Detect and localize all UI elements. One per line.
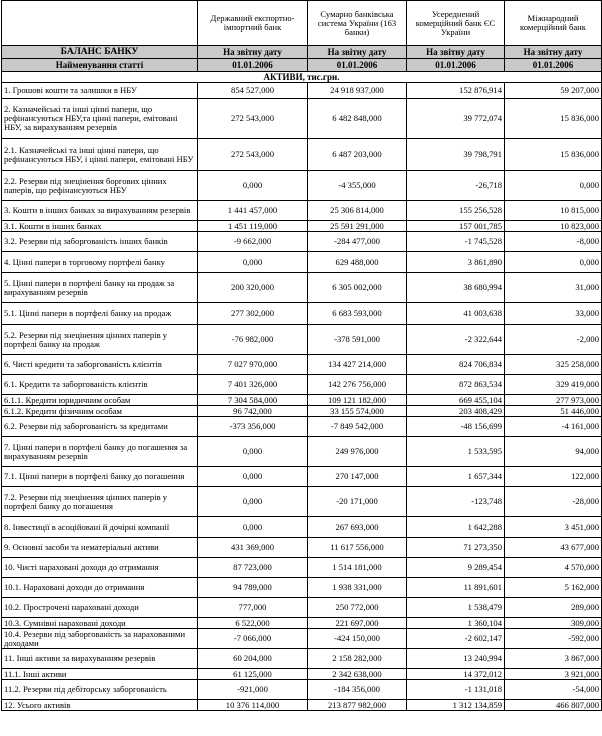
table-row [2, 417, 602, 437]
value-cell: 94 789,000 [198, 578, 308, 598]
row-label: 3. Кошти в інших банках за вирахуванням резервів [2, 201, 198, 221]
value-cell: -2 602,147 [407, 629, 505, 649]
value-cell: 11 891,601 [407, 578, 505, 598]
value-cell: 1 360,104 [407, 618, 505, 629]
report-date: 01.01.2006 [407, 59, 505, 72]
value-cell: 39 772,074 [407, 99, 505, 139]
value-cell: 96 742,000 [198, 406, 308, 417]
value-cell: -8,000 [505, 232, 602, 252]
row-label: 11.2. Резерви під дебіторську заборгованість [2, 680, 198, 700]
value-cell: 3 861,890 [407, 252, 505, 273]
table-row [2, 558, 602, 578]
value-cell: -592,000 [505, 629, 602, 649]
value-cell: 325 258,000 [505, 355, 602, 375]
report-date: 01.01.2006 [308, 59, 407, 72]
value-cell: 289,000 [505, 598, 602, 618]
row-label: 10. Чисті нараховані доходи до отримання [2, 558, 198, 578]
item-name-label: Найменування статті [2, 59, 198, 72]
value-cell: 25 306 814,000 [308, 201, 407, 221]
table-row [2, 171, 602, 201]
row-label: 2. Казначейські та інші цінні папери, що рефінансуються НБУ,та цінні папери, емітовані НБУ, за вирахуванням резервів [2, 99, 198, 139]
table-row [2, 487, 602, 517]
value-cell: 1 657,344 [407, 467, 505, 487]
value-cell: 6 683 593,000 [308, 303, 407, 325]
report-date-label: На звітну дату [505, 46, 602, 59]
row-label: 3.1. Кошти в інших банках [2, 221, 198, 232]
value-cell: 6 482 848,000 [308, 99, 407, 139]
value-cell: 1 533,595 [407, 437, 505, 467]
table-row [2, 355, 602, 375]
value-cell: -7 849 542,000 [308, 417, 407, 437]
value-cell: 7 304 584,000 [198, 395, 308, 406]
table-row [2, 467, 602, 487]
value-cell: -424 150,000 [308, 629, 407, 649]
value-cell: 87 723,000 [198, 558, 308, 578]
column-header-row [2, 1, 602, 46]
row-label: 5.1. Цінні папери в портфелі банку на продаж [2, 303, 198, 325]
value-cell: 33 155 574,000 [308, 406, 407, 417]
value-cell: 7 401 326,000 [198, 375, 308, 395]
value-cell: 33,000 [505, 303, 602, 325]
value-cell: 0,000 [198, 171, 308, 201]
row-label: 6.2. Резерви під заборгованість за кредитами [2, 417, 198, 437]
value-cell: 41 003,638 [407, 303, 505, 325]
section-title: АКТИВИ, тис.грн. [2, 72, 602, 83]
value-cell: 6 522,000 [198, 618, 308, 629]
table-row [2, 437, 602, 467]
row-label: 10.3. Сумнівні нараховані доходи [2, 618, 198, 629]
value-cell: 1 312 134,859 [407, 700, 505, 711]
row-label: 7.2. Резерви під знецінення цінних паперів у портфелі банку до погашення [2, 487, 198, 517]
row-label: 11.1. Інші активи [2, 669, 198, 680]
row-label: 4. Цінні папери в торговому портфелі банку [2, 252, 198, 273]
value-cell: 94,000 [505, 437, 602, 467]
value-cell: 0,000 [198, 487, 308, 517]
report-date: 01.01.2006 [198, 59, 308, 72]
row-label: 6.1.1. Кредити юридичним особам [2, 395, 198, 406]
table-row [2, 139, 602, 171]
value-cell: 10 376 114,000 [198, 700, 308, 711]
row-label: 5.2. Резерви під знецінення цінних паперів у портфелі банку на продаж [2, 325, 198, 355]
row-label: 10.1. Нараховані доходи до отримання [2, 578, 198, 598]
column-header-average-bank: Усереднений комерційний банк ЄС України [407, 1, 505, 46]
value-cell: 1 451 119,000 [198, 221, 308, 232]
value-cell: 6 305 002,000 [308, 273, 407, 303]
value-cell: -48 156,699 [407, 417, 505, 437]
table-row [2, 99, 602, 139]
value-cell: 277 302,000 [198, 303, 308, 325]
value-cell: 10 823,000 [505, 221, 602, 232]
section-row [2, 72, 602, 83]
row-label: 2.2. Резерви під знецінення боргових цінних паперів, що рефінансуються НБУ [2, 171, 198, 201]
table-row [2, 325, 602, 355]
value-cell: 60 204,000 [198, 649, 308, 669]
value-cell: 329 419,000 [505, 375, 602, 395]
table-row [2, 618, 602, 629]
value-cell: -2 322,644 [407, 325, 505, 355]
value-cell: 1 514 181,000 [308, 558, 407, 578]
title-row [2, 46, 602, 59]
table-row [2, 395, 602, 406]
table-row [2, 538, 602, 558]
table-row [2, 598, 602, 618]
row-label: 11. Інші активи за вирахуванням резервів [2, 649, 198, 669]
value-cell: 3 867,000 [505, 649, 602, 669]
table-row [2, 629, 602, 649]
value-cell: 0,000 [198, 467, 308, 487]
row-label: 3.2. Резерви під заборгованість інших банків [2, 232, 198, 252]
value-cell: 6 487 203,000 [308, 139, 407, 171]
value-cell: 854 527,000 [198, 83, 308, 99]
column-header-ukreximbank: Державний експортно-імпортний банк [198, 1, 308, 46]
table-row [2, 700, 602, 711]
value-cell: 267 693,000 [308, 517, 407, 538]
value-cell: 466 807,000 [505, 700, 602, 711]
value-cell: 5 162,000 [505, 578, 602, 598]
table-title: БАЛАНС БАНКУ [2, 46, 198, 59]
value-cell: 142 276 756,000 [308, 375, 407, 395]
value-cell: 13 240,994 [407, 649, 505, 669]
value-cell: 109 121 182,000 [308, 395, 407, 406]
table-row [2, 517, 602, 538]
value-cell: 43 677,000 [505, 538, 602, 558]
value-cell: 213 877 982,000 [308, 700, 407, 711]
row-label: 10.2. Прострочені нараховані доходи [2, 598, 198, 618]
date-row [2, 59, 602, 72]
value-cell: 152 876,914 [407, 83, 505, 99]
row-label: 8. Інвестиції в асоційовані й дочірні компанії [2, 517, 198, 538]
value-cell: 272 543,000 [198, 139, 308, 171]
value-cell: 14 372,012 [407, 669, 505, 680]
value-cell: -26,718 [407, 171, 505, 201]
table-row [2, 252, 602, 273]
value-cell: 157 001,785 [407, 221, 505, 232]
row-label: 6.1. Кредити та заборгованість клієнтів [2, 375, 198, 395]
row-label: 10.4. Резерви під заборгованість за нарахованими доходами [2, 629, 198, 649]
value-cell: -1 131,018 [407, 680, 505, 700]
row-label: 2.1. Казначейські та інші цінні папери, що рефінансуються НБУ, і цінні папери, емітовані НБУ [2, 139, 198, 171]
row-label: 9. Основні засоби та нематеріальні активи [2, 538, 198, 558]
value-cell: 24 918 937,000 [308, 83, 407, 99]
value-cell: 9 289,454 [407, 558, 505, 578]
value-cell: 3 921,000 [505, 669, 602, 680]
value-cell: 0,000 [198, 437, 308, 467]
value-cell: 1 642,288 [407, 517, 505, 538]
value-cell: -284 477,000 [308, 232, 407, 252]
value-cell: 1 538,479 [407, 598, 505, 618]
value-cell: -123,748 [407, 487, 505, 517]
table-row [2, 406, 602, 417]
row-label: 6.1.2. Кредити фізичним особам [2, 406, 198, 417]
table-row [2, 273, 602, 303]
value-cell: 272 543,000 [198, 99, 308, 139]
value-cell: -4 355,000 [308, 171, 407, 201]
value-cell: 629 488,000 [308, 252, 407, 273]
value-cell: 277 973,000 [505, 395, 602, 406]
table-row [2, 680, 602, 700]
value-cell: 0,000 [505, 252, 602, 273]
value-cell: 15 836,000 [505, 139, 602, 171]
row-label: 12. Усього активів [2, 700, 198, 711]
value-cell: 4 570,000 [505, 558, 602, 578]
report-date-label: На звітну дату [407, 46, 505, 59]
value-cell: 59 207,000 [505, 83, 602, 99]
balance-sheet-table [1, 0, 602, 711]
value-cell: 7 027 970,000 [198, 355, 308, 375]
value-cell: -54,000 [505, 680, 602, 700]
column-header-banking-system: Сумарно банківська система України (163 банки) [308, 1, 407, 46]
value-cell: 0,000 [505, 171, 602, 201]
table-row [2, 578, 602, 598]
value-cell: 0,000 [198, 517, 308, 538]
value-cell: 10 815,000 [505, 201, 602, 221]
value-cell: -28,000 [505, 487, 602, 517]
value-cell: 38 680,994 [407, 273, 505, 303]
table-row [2, 232, 602, 252]
report-date: 01.01.2006 [505, 59, 602, 72]
value-cell: 2 342 638,000 [308, 669, 407, 680]
value-cell: 51 446,000 [505, 406, 602, 417]
row-label: 5. Цінні папери в портфелі банку на продаж за вирахуванням резервів [2, 273, 198, 303]
value-cell: 249 976,000 [308, 437, 407, 467]
value-cell: -184 356,000 [308, 680, 407, 700]
value-cell: -1 745,528 [407, 232, 505, 252]
table-row [2, 649, 602, 669]
value-cell: 25 591 291,000 [308, 221, 407, 232]
report-date-label: На звітну дату [308, 46, 407, 59]
table-row [2, 221, 602, 232]
row-label: 6. Чисті кредити та заборгованість клієнтів [2, 355, 198, 375]
row-label: 7.1. Цінні папери в портфелі банку до погашення [2, 467, 198, 487]
value-cell: 431 369,000 [198, 538, 308, 558]
row-label: 1. Грошові кошти та залишки в НБУ [2, 83, 198, 99]
value-cell: 270 147,000 [308, 467, 407, 487]
table-row [2, 201, 602, 221]
value-cell: -921,000 [198, 680, 308, 700]
table-row [2, 303, 602, 325]
value-cell: -9 662,000 [198, 232, 308, 252]
table-row [2, 669, 602, 680]
value-cell: -20 171,000 [308, 487, 407, 517]
value-cell: 250 772,000 [308, 598, 407, 618]
value-cell: 71 273,350 [407, 538, 505, 558]
value-cell: 221 697,000 [308, 618, 407, 629]
column-header-international-bank: Міжнародний комерційний банк [505, 1, 602, 46]
row-label: 7. Цінні папери в портфелі банку до погашення за вирахуванням резервів [2, 437, 198, 467]
value-cell: 203 408,429 [407, 406, 505, 417]
value-cell: -7 066,000 [198, 629, 308, 649]
value-cell: 2 158 282,000 [308, 649, 407, 669]
value-cell: 669 455,104 [407, 395, 505, 406]
value-cell: 309,000 [505, 618, 602, 629]
value-cell: 777,000 [198, 598, 308, 618]
report-date-label: На звітну дату [198, 46, 308, 59]
value-cell: 200 320,000 [198, 273, 308, 303]
value-cell: 824 706,834 [407, 355, 505, 375]
value-cell: 61 125,000 [198, 669, 308, 680]
value-cell: 1 441 457,000 [198, 201, 308, 221]
value-cell: -4 161,000 [505, 417, 602, 437]
value-cell: 155 256,528 [407, 201, 505, 221]
value-cell: -373 356,000 [198, 417, 308, 437]
value-cell: 1 938 331,000 [308, 578, 407, 598]
value-cell: 31,000 [505, 273, 602, 303]
value-cell: 3 451,000 [505, 517, 602, 538]
value-cell: 134 427 214,000 [308, 355, 407, 375]
value-cell: -76 982,000 [198, 325, 308, 355]
table-row [2, 83, 602, 99]
header-blank-cell [2, 1, 198, 46]
value-cell: 15 836,000 [505, 99, 602, 139]
value-cell: 39 798,791 [407, 139, 505, 171]
value-cell: 872 863,534 [407, 375, 505, 395]
value-cell: -2,000 [505, 325, 602, 355]
value-cell: 0,000 [198, 252, 308, 273]
value-cell: 11 617 556,000 [308, 538, 407, 558]
table-row [2, 375, 602, 395]
value-cell: 122,000 [505, 467, 602, 487]
value-cell: -378 591,000 [308, 325, 407, 355]
